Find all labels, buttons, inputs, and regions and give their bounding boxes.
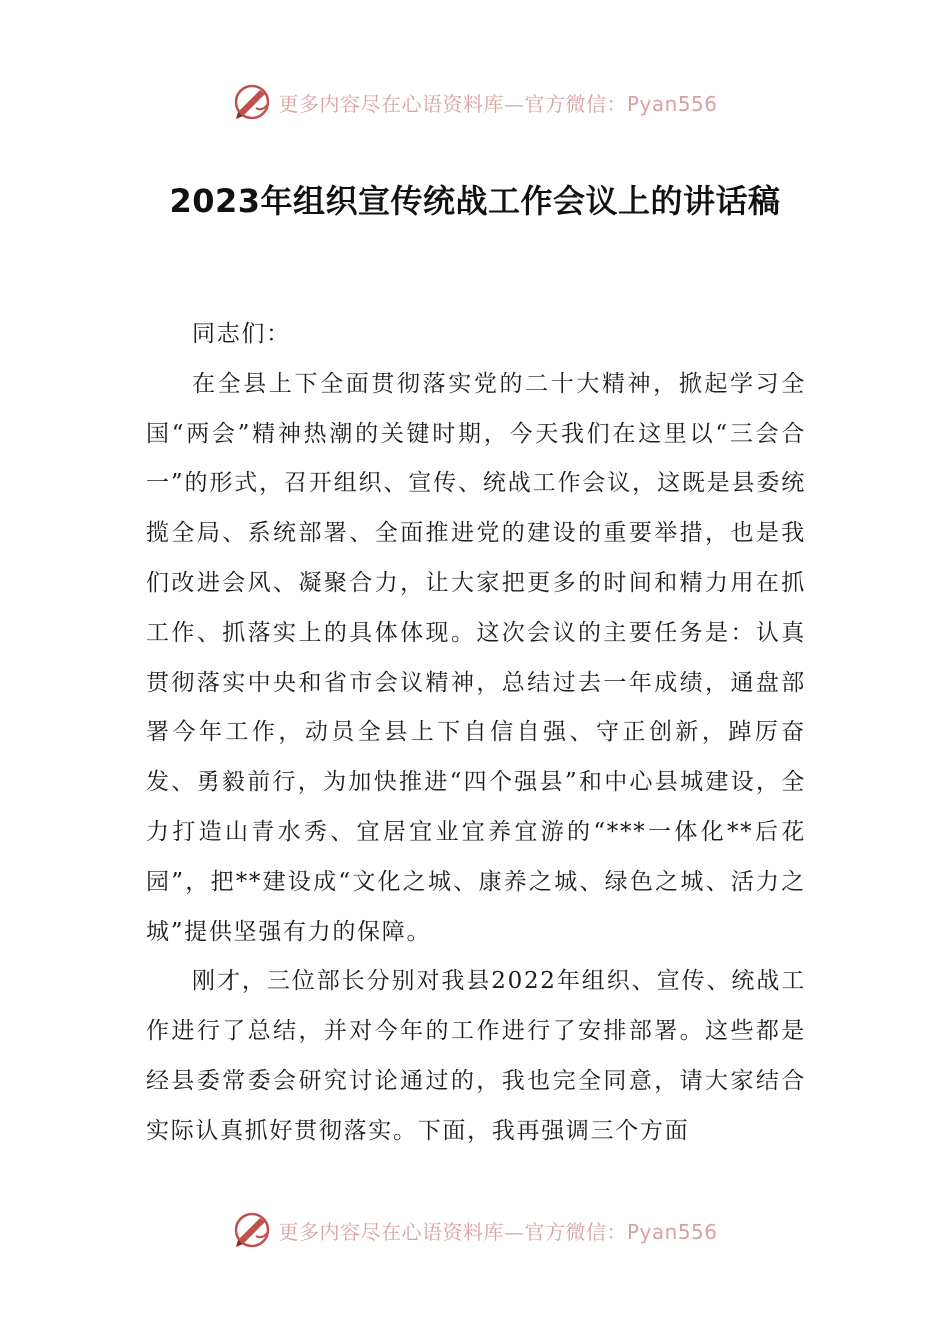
banner-text: 更多内容尽在心语资料库—官方微信：Pyan556	[278, 91, 718, 116]
greeting: 同志们：	[192, 321, 291, 347]
header-banner	[0, 80, 950, 124]
wechat-id: Pyan556	[626, 1219, 718, 1244]
pen-logo-icon	[232, 1210, 272, 1250]
document-title: 2023年组织宣传统战工作会议上的讲话稿	[169, 182, 781, 220]
footer-banner	[0, 1208, 950, 1252]
banner-text: 更多内容尽在心语资料库—官方微信：Pyan556	[278, 1219, 718, 1244]
paragraph-1: 在全县上下全面贯彻落实党的二十大精神，掀起学习全国“两会”精神热潮的关键时期，今天我们在这里以“三会合一”的形式，召开组织、宣传、统战工作会议，这既是县委统揽全局、系统部署、全面推进党的建设的重要举措，也是我们改进会风、凝聚合力，让大家把更多的时间和精力用在抓工作、抓落实上的具体体现。这次会议的主要任务是：认真贯彻落实中央和省市会议精神，总结过去一年成绩，通盘部署今年工作，动员全县上下自信自强、守正创新，踔厉奋发、勇毅前行，为加快推进“四个强县”和中心县城建设，全力打造山青水秀、宜居宜业宜养宜游的“***一体化**后花园”，把**建设成“文化之城、康养之城、绿色之城、活力之城”提供坚强有力的保障。	[146, 370, 806, 945]
paragraph-2: 刚才，三位部长分别对我县2022年组织、宣传、统战工作进行了总结，并对今年的工作进行了安排部署。这些都是经县委常委会研究讨论通过的，我也完全同意，请大家结合实际认真抓好贯彻落实。下面，我再强调三个方面	[146, 968, 806, 1144]
pen-logo-icon	[232, 82, 272, 122]
wechat-id: Pyan556	[626, 91, 718, 116]
document-body	[146, 310, 806, 1157]
